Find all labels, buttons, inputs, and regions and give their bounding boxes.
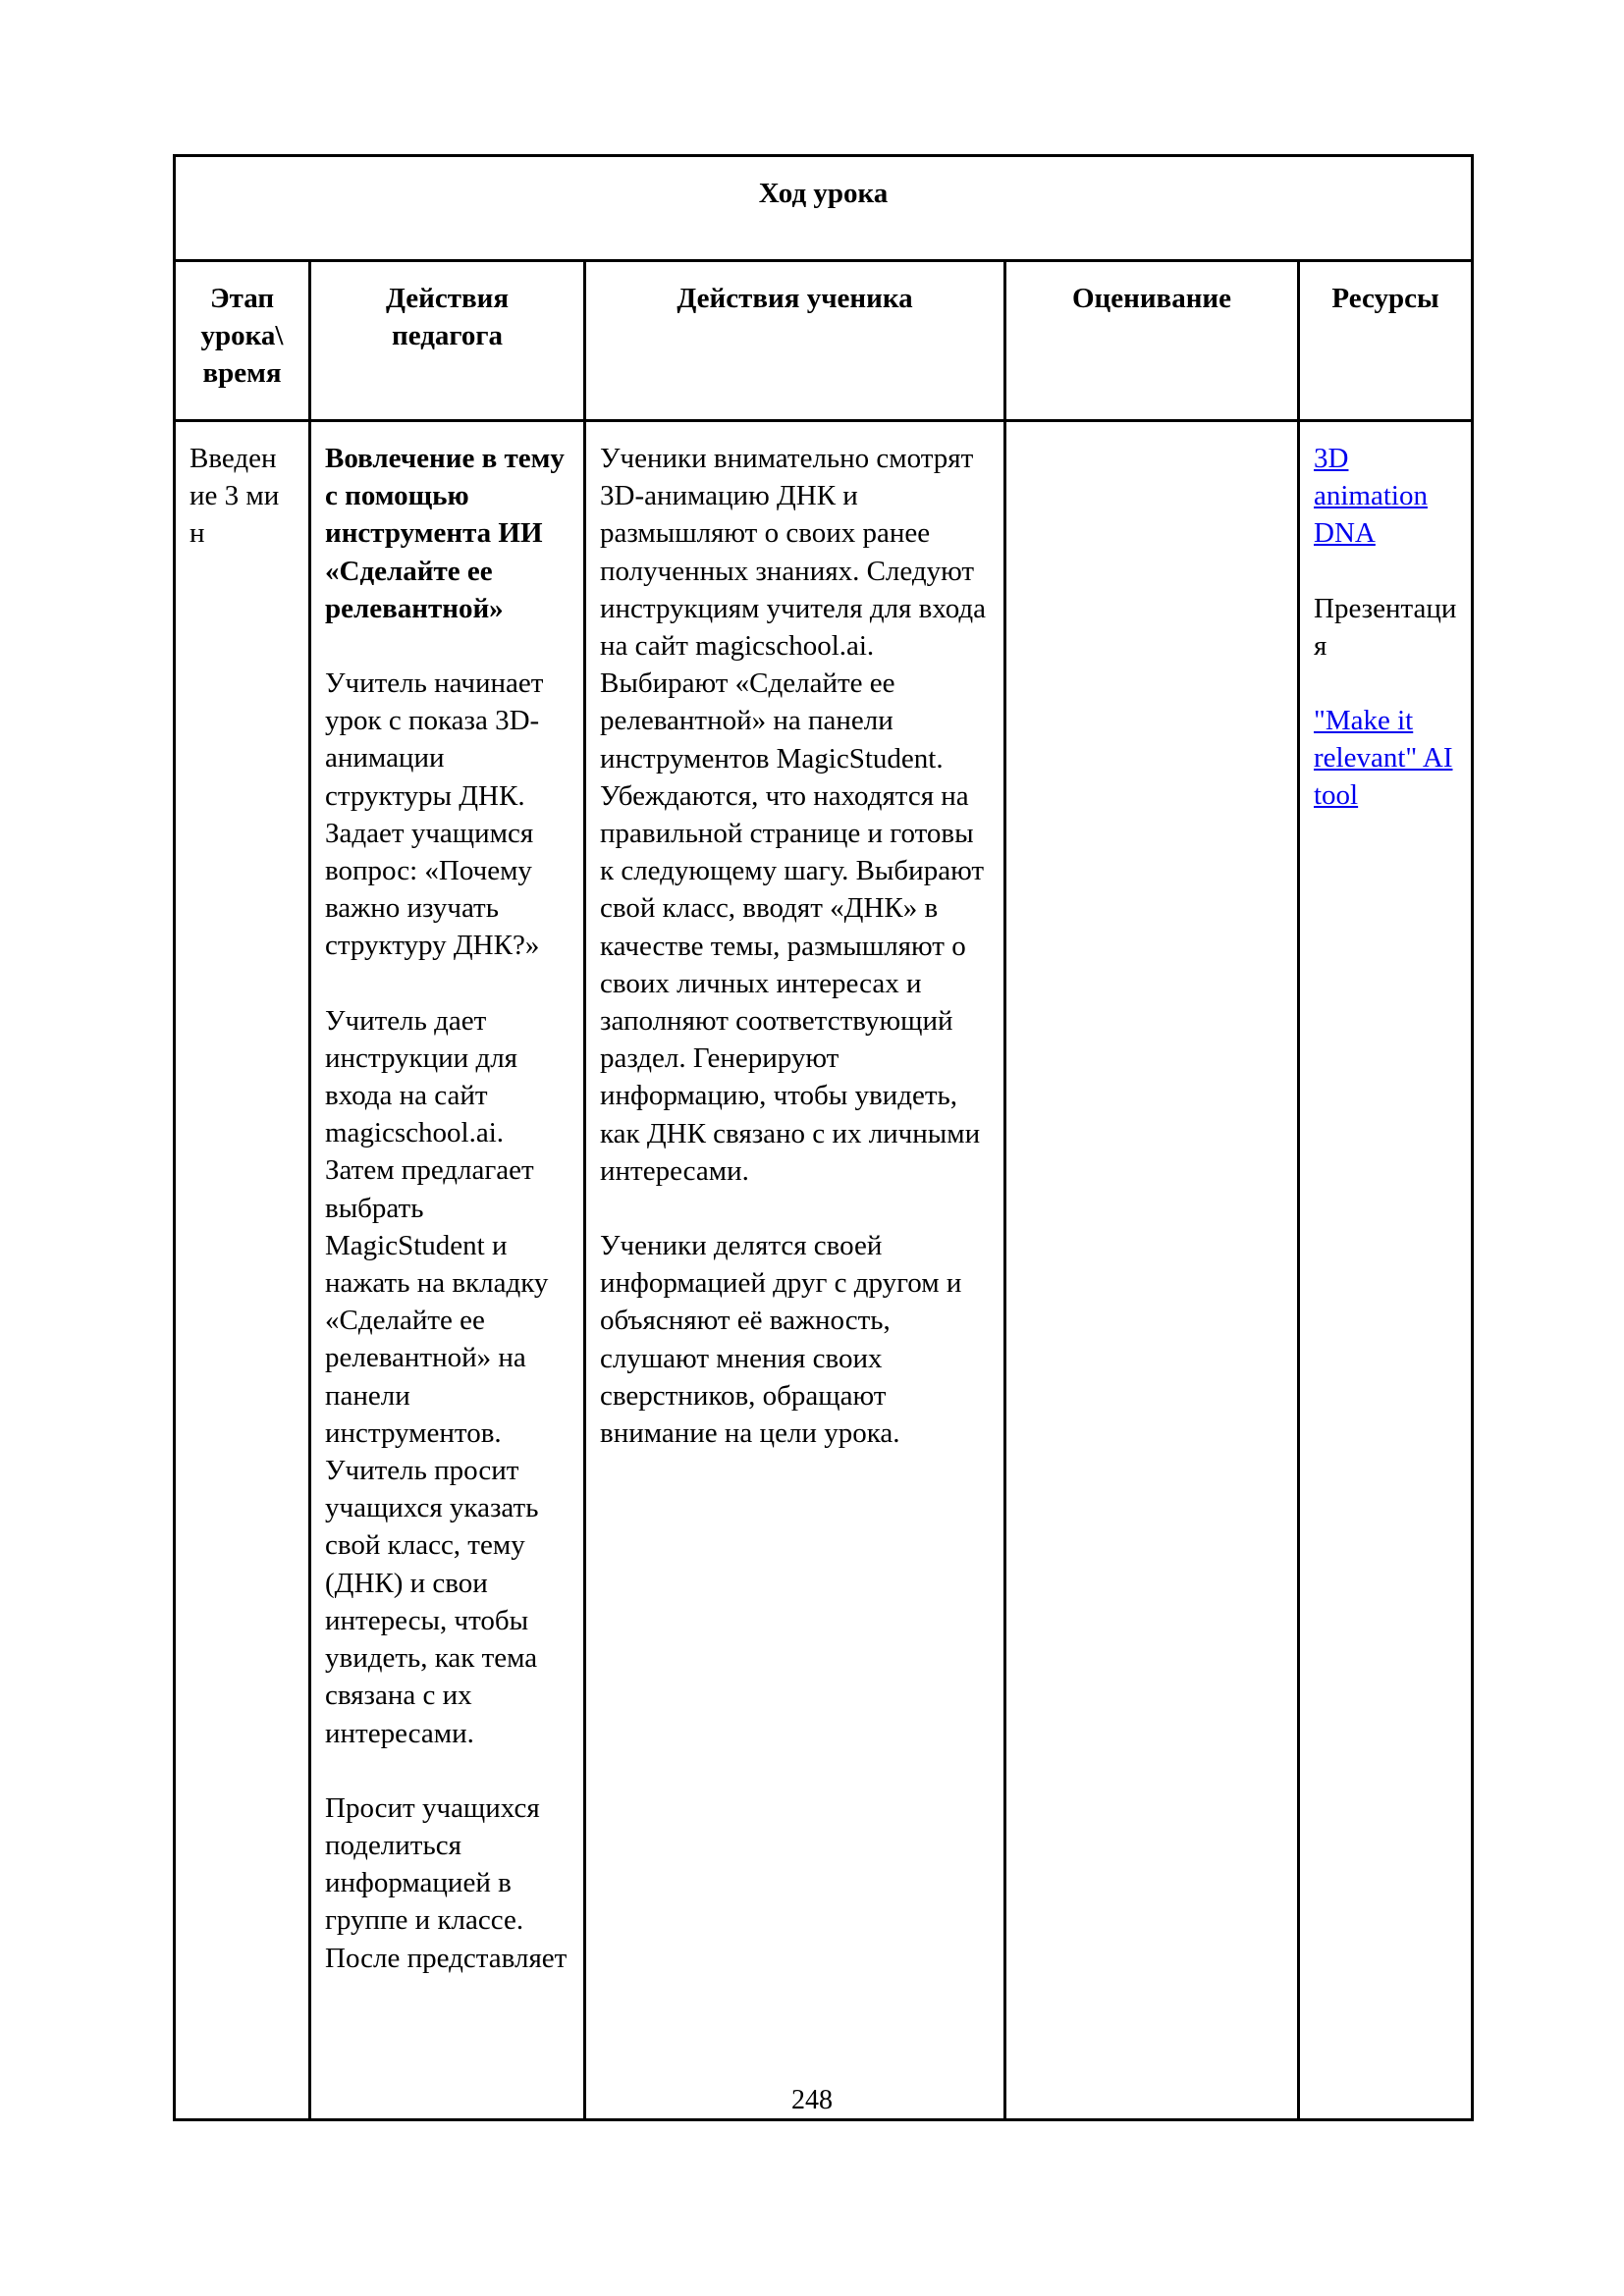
cell-student (585, 421, 1005, 2120)
header-stage: Этап урока\ время (175, 261, 310, 421)
header-row (175, 261, 1473, 421)
cell-teacher (310, 421, 585, 2120)
resource-presentation: Презентация (1314, 592, 1457, 662)
student-paragraph: Ученики делятся своей информацией друг с другом и объясняют её важность, слушают мнения своих сверстников, обращают внимание на цели урока. (600, 1230, 962, 1450)
header-resources: Ресурсы (1299, 261, 1473, 421)
link-3d-animation-dna[interactable]: 3D animation DNA (1314, 443, 1428, 550)
teacher-paragraph: Учитель дает инструкции для входа на сайт magicschool.ai. Затем предлагает выбрать MagicStudent и нажать на вкладку «Сделайте ее релевантной» на панели инструментов. Учитель просит учащихся указать свой класс, тему (ДНК) и свои интересы, чтобы увидеть, как тема связана с их интересами. (325, 1004, 549, 1749)
stage-text: Введение 3 мин (189, 443, 280, 550)
header-teacher: Действия педагога (310, 261, 585, 421)
teacher-paragraph: Учитель начинает урок с показа 3D-анимации структуры ДНК. Задает учащимся вопрос: «Почему важно изучать структуру ДНК?» (325, 667, 544, 962)
student-paragraph: Ученики внимательно смотрят 3D-анимацию ДНК и размышляют о своих ранее полученных знаниях. Следуют инструкциям учителя для входа на сайт magicschool.ai. Выбирают «Сделайте ее релевантной» на панели инструментов MagicStudent. Убеждаются, что находятся на правильной странице и готовы к следующему шагу. Выбирают свой класс, вводят «ДНК» в качестве темы, размышляют о своих личных интересах и заполняют соответствующий раздел. Генерируют информацию, чтобы увидеть, как ДНК связано с их личными интересами. (600, 443, 987, 1187)
cell-stage (175, 421, 310, 2120)
lesson-table (173, 154, 1474, 2121)
cell-resources (1299, 421, 1473, 2120)
link-make-it-relevant[interactable]: "Make it relevant" AI tool (1314, 705, 1453, 812)
teacher-paragraph: Просит учащихся поделиться информацией в группе и классе. После представляет (325, 1791, 568, 1974)
table-title: Ход урока (175, 156, 1473, 261)
page-number: 248 (791, 2085, 833, 2115)
header-assessment: Оценивание (1005, 261, 1299, 421)
header-student: Действия ученика (585, 261, 1005, 421)
cell-assessment (1005, 421, 1299, 2120)
table-row (175, 421, 1473, 2120)
teacher-heading: Вовлечение в тему с помощью инструмента ИИ «Сделайте ее релевантной» (325, 443, 565, 624)
